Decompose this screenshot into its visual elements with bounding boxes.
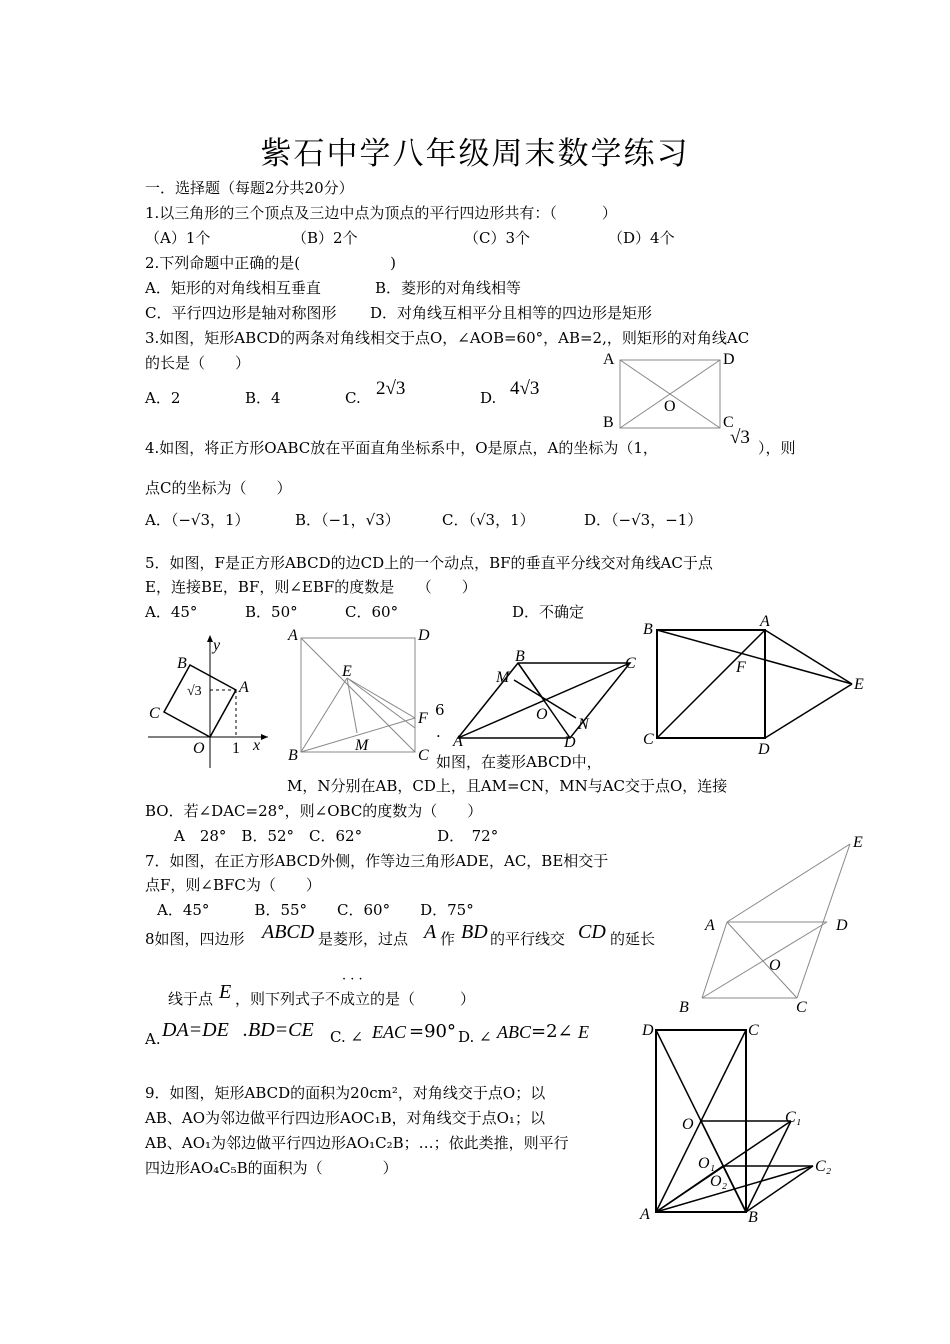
q2-option-b: B．菱形的对角线相等: [375, 279, 522, 297]
q8-option-a-label: A.: [145, 1030, 161, 1048]
q4-option-b: B．（−1，√3）: [295, 511, 400, 529]
q8-option-c-label: C. ∠: [330, 1028, 364, 1046]
q4-stem-line2: 点C的坐标为（ ）: [145, 479, 292, 497]
q9-fig-label-c: C: [748, 1022, 759, 1039]
q3-option-c-label: C.: [345, 389, 361, 407]
q8-rhombus-figure: [672, 830, 872, 1020]
q7-square-triangle-figure: [640, 612, 870, 757]
q6-rhombus-figure: [450, 648, 645, 751]
q4-option-c: C．（√3，1）: [442, 511, 535, 529]
q4-coordinate-figure: [140, 630, 270, 770]
q4-stem-line1c: ），则: [758, 439, 796, 457]
q6-stem-line3: BO．若∠DAC=28°，则∠OBC的度数为（ ）: [145, 802, 483, 820]
q7-stem-line1: 7．如图，在正方形ABCD外侧，作等边三角形ADE，AC，BE相交于: [145, 852, 609, 870]
q5-fig-label-a: A: [288, 627, 298, 644]
q4-option-a: A．（−√3，1）: [145, 511, 250, 529]
q6-options: A 28° B．52° C．62° D． 72°: [174, 827, 499, 845]
q4-fig-label-a: A: [239, 679, 249, 696]
q8-stem-bd: BD: [461, 921, 488, 943]
q9-fig-label-o1: O₁: [698, 1155, 716, 1172]
q9-fig-label-b: B: [748, 1209, 758, 1226]
q8-option-d-label: D. ∠: [458, 1028, 492, 1046]
q7-fig-label-f: F: [736, 659, 746, 676]
q7-options: A．45° B．55° C．60° D．75°: [157, 901, 474, 919]
q4-fig-label-x: x: [253, 737, 261, 754]
page-title: 紫石中学八年级周末数学练习: [260, 136, 690, 172]
q8-option-b-value: .BD=CE: [243, 1019, 314, 1041]
q5-fig-label-m: M: [355, 737, 369, 754]
q3-rectangle-figure: [600, 348, 750, 433]
q8-option-c-tail: =90°: [409, 1021, 456, 1042]
q2-option-a: A．矩形的对角线相互垂直: [145, 279, 321, 297]
q8-stem-line2a: 线于点: [168, 990, 214, 1008]
q3-option-a: A．2: [145, 389, 181, 407]
q8-emphasis-dots: · · ·: [342, 972, 363, 987]
q8-stem-line2b: ，则下列式子不成立的是（ ）: [235, 990, 476, 1008]
q8-fig-label-a: A: [705, 917, 715, 934]
q6-fig-label-a: A: [453, 733, 463, 750]
q7-fig-label-a: A: [760, 613, 770, 630]
q2-option-c: C．平行四边形是轴对称图形: [145, 304, 337, 322]
q6-number: 6: [435, 701, 445, 719]
q9-rectangle-figure: [635, 1018, 850, 1233]
q1-option-d: （D）4个: [608, 229, 675, 247]
q8-stem-part2: 是菱形，过点: [318, 930, 409, 948]
q6-fig-label-o: O: [536, 706, 548, 723]
q9-stem-line4: 四边形AO₄C₅B的面积为（ ）: [145, 1159, 398, 1177]
q8-fig-label-e: E: [853, 834, 863, 851]
q8-stem-part1: 8如图，四边形: [145, 930, 245, 948]
q4-fig-label-y: y: [213, 637, 221, 654]
q8-stem-point-e: E: [219, 981, 232, 1003]
q3-fig-label-o: O: [664, 398, 676, 415]
q2-stem: 2.下列命题中正确的是( ): [145, 254, 397, 272]
q9-fig-label-a: A: [640, 1206, 650, 1223]
q8-stem-abcd: ABCD: [262, 921, 315, 943]
q6-fig-label-b: B: [515, 648, 525, 665]
q5-option-a: A．45°: [145, 603, 198, 621]
q4-fig-label-o: O: [193, 740, 205, 757]
q3-fig-label-a: A: [603, 351, 615, 368]
q8-stem-part5: 的延长: [610, 930, 656, 948]
q5-square-figure: [285, 626, 445, 766]
q3-fig-label-d: D: [723, 351, 735, 368]
q8-stem-part3: 作: [440, 930, 456, 948]
q8-stem-cd: CD: [578, 921, 606, 943]
q9-fig-label-o2: O₂: [710, 1173, 728, 1190]
q6-stem-line2: M，N分别在AB，CD上，且AM=CN，MN与AC交于点O，连接: [287, 777, 728, 795]
q9-stem-line2: AB、AO为邻边做平行四边形AOC₁B，对角线交于点O₁；以: [145, 1109, 545, 1127]
q3-stem-line1: 3.如图，矩形ABCD的两条对角线相交于点O，∠AOB=60°，AB=2,，则矩形的对角线AC: [145, 329, 750, 347]
q8-fig-label-o: O: [769, 957, 781, 974]
q5-stem-line1: 5．如图，F是正方形ABCD的边CD上的一个动点，BF的垂直平分线交对角线AC于点: [145, 554, 713, 572]
q8-option-d-angle: ABC: [497, 1022, 531, 1042]
q9-fig-label-c1: C₁: [785, 1109, 802, 1126]
q5-fig-label-d: D: [418, 627, 430, 644]
q5-fig-label-f: F: [418, 710, 428, 727]
q6-stem-line1: 如图，在菱形ABCD中，: [436, 753, 602, 771]
q4-stem-line1a: 4.如图，将正方形OABC放在平面直角坐标系中，O是原点，A的坐标为（1，: [145, 439, 658, 457]
q3-option-c-value: 2√3: [376, 378, 406, 399]
q6-fig-label-d: D: [564, 734, 576, 751]
q7-fig-label-d: D: [758, 741, 770, 758]
q5-stem-line2: E，连接BE，BF，则∠EBF的度数是 （ ）: [145, 578, 477, 596]
q5-fig-label-c: C: [418, 747, 429, 764]
q9-fig-label-d: D: [642, 1022, 654, 1039]
q9-fig-label-o: O: [682, 1116, 694, 1133]
q8-fig-label-c: C: [796, 999, 807, 1016]
q2-option-d: D．对角线互相平分且相等的四边形是矩形: [370, 304, 653, 322]
q3-fig-label-c: C: [723, 414, 734, 431]
q4-stem-sqrt3: √3: [730, 427, 750, 448]
q8-option-a-value: DA=DE: [162, 1019, 229, 1041]
q7-fig-label-c: C: [643, 731, 654, 748]
q3-fig-label-b: B: [603, 414, 614, 431]
q1-option-a: （A）1个: [145, 229, 211, 247]
q4-fig-label-c: C: [149, 705, 160, 722]
q3-option-b: B．4: [245, 389, 281, 407]
q6-fig-label-n: N: [578, 716, 589, 733]
q3-option-d-value: 4√3: [510, 378, 540, 399]
q8-fig-label-b: B: [679, 999, 689, 1016]
q7-fig-label-b: B: [643, 621, 653, 638]
q8-option-c-angle: EAC: [372, 1022, 406, 1042]
q6-number-dot: .: [436, 723, 441, 741]
q5-option-d: D．不确定: [512, 603, 585, 621]
q4-fig-label-one: 1: [232, 740, 240, 757]
q8-fig-label-d: D: [836, 917, 848, 934]
q1-option-c: （C）3个: [464, 229, 531, 247]
q9-stem-line1: 9．如图，矩形ABCD的面积为20cm²，对角线交于点O；以: [145, 1084, 546, 1102]
q9-stem-line3: AB、AO₁为邻边做平行四边形AO₁C₂B；…；依此类推，则平行: [145, 1134, 569, 1152]
q6-fig-label-c: C: [625, 655, 636, 672]
q8-stem-point-a: A: [424, 921, 437, 943]
q4-option-d: D．（−√3，−1）: [584, 511, 703, 529]
q3-option-d-label: D.: [480, 389, 497, 407]
q8-option-d-tail: =2∠: [531, 1021, 573, 1042]
q4-fig-label-b: B: [177, 655, 187, 672]
q7-stem-line2: 点F，则∠BFC为（ ）: [145, 876, 321, 894]
q9-fig-label-c2: C₂: [815, 1158, 832, 1175]
q6-fig-label-m: M: [496, 669, 510, 686]
q8-stem-part4: 的平行线交: [490, 930, 566, 948]
q1-option-b: （B）2个: [292, 229, 358, 247]
q5-option-c: C．60°: [345, 603, 399, 621]
section-heading: 一．选择题（每题2分共20分）: [145, 179, 354, 197]
q5-option-b: B．50°: [245, 603, 298, 621]
q3-stem-line2: 的长是（ ）: [145, 354, 251, 372]
q4-fig-label-sqrt3: √3: [187, 684, 202, 699]
q5-fig-label-b: B: [288, 747, 298, 764]
q1-stem: 1.以三角形的三个顶点及三边中点为顶点的平行四边形共有：（ ）: [145, 204, 617, 222]
q8-option-d-e: E: [578, 1022, 589, 1042]
q7-fig-label-e: E: [854, 676, 864, 693]
q5-fig-label-e: E: [342, 663, 352, 680]
